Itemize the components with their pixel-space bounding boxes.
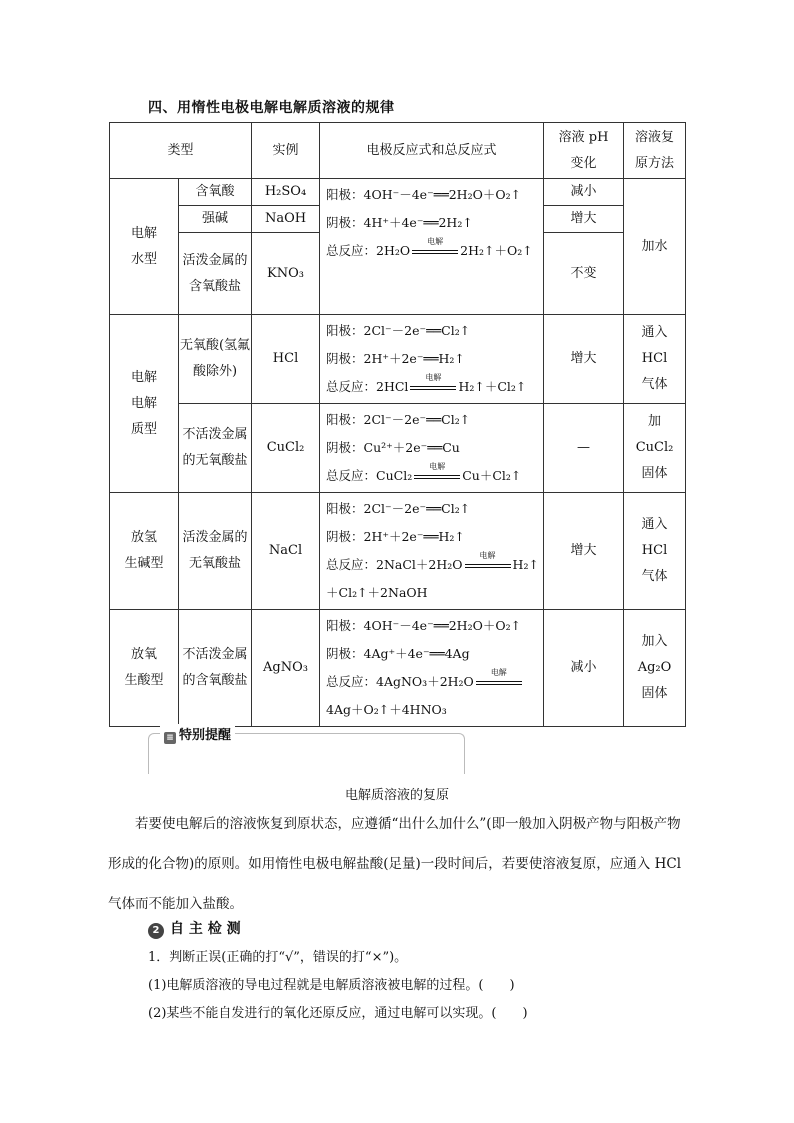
tip-icon: ≡: [164, 732, 176, 744]
cathode-eq: 阴极：4Ag⁺＋4e⁻══4Ag: [326, 646, 470, 661]
total-eq: 总反应：4AgNO₃＋2H₂O 电解: [326, 668, 537, 696]
restore-cucl2-solid: 加 CuCl₂ 固体: [624, 404, 686, 493]
section-heading: 四、用惰性电极电解电解质溶液的规律: [148, 100, 395, 116]
equations-water: [320, 179, 544, 315]
ph-decrease: 减小: [544, 610, 624, 727]
electrolysis-arrow: 电解: [412, 245, 458, 259]
subtype-active-anoxic-salt: 活泼金属的无氧酸盐: [179, 493, 252, 610]
subtype-inactive-oxysalt: 不活泼金属的含氧酸盐: [179, 610, 252, 727]
total-eq: 总反应：CuCl₂ 电解 Cu＋Cl₂↑: [326, 461, 522, 483]
cathode-eq: 阴极：4H⁺＋4e⁻══2H₂↑: [326, 215, 473, 230]
anode-eq: 阳极：2Cl⁻－2e⁻══Cl₂↑: [326, 501, 471, 516]
electrolysis-rules-table: [109, 122, 686, 727]
anode-eq: 阳极：2Cl⁻－2e⁻══Cl₂↑: [326, 323, 471, 338]
equations-nacl: [320, 493, 544, 610]
total-eq-cont: ＋Cl₂↑＋2NaOH: [326, 585, 428, 600]
anode-eq: 阳极：2Cl⁻－2e⁻══Cl₂↑: [326, 412, 471, 427]
subtype-oxyacid: 含氧酸: [179, 179, 252, 206]
question-1a: (1)电解质溶液的导电过程就是电解质溶液被电解的过程。( ): [148, 978, 515, 993]
type-release-o2-acid: 放氧 生酸型: [110, 610, 179, 727]
anode-eq: 阳极：4OH⁻－4e⁻══2H₂O＋O₂↑: [326, 187, 522, 202]
type-electrolyze-solute: 电解 电解 质型: [110, 315, 179, 493]
equations-agno3: [320, 610, 544, 727]
example-agno3: AgNO₃: [252, 610, 320, 727]
header-type: 类型: [110, 123, 252, 179]
header-example: 实例: [252, 123, 320, 179]
example-hcl: HCl: [252, 315, 320, 404]
tip-title: 电解质溶液的复原: [344, 788, 449, 803]
ph-decrease: 减小: [544, 179, 624, 206]
header-equations: 电极反应式和总反应式: [320, 123, 544, 179]
restore-ag2o-solid: 加入 Ag₂O 固体: [624, 610, 686, 727]
type-release-h2-base: 放氢 生碱型: [110, 493, 179, 610]
total-eq: 总反应：2NaCl＋2H₂O 电解 H₂↑: [326, 550, 539, 572]
restore-add-water: 加水: [624, 179, 686, 315]
example-kno3: KNO₃: [252, 233, 320, 315]
example-nacl: NaCl: [252, 493, 320, 610]
ph-increase: 增大: [544, 206, 624, 233]
ph-increase: 增大: [544, 315, 624, 404]
question-1: 1．判断正误(正确的打“√”，错误的打“×”)。: [148, 950, 408, 965]
self-check-heading: 2 自 主 检 测: [148, 918, 241, 939]
subtype-anoxic-acid: 无氧酸(氢氟酸除外): [179, 315, 252, 404]
electrolysis-arrow: 电解: [476, 676, 522, 690]
ph-none: —: [544, 404, 624, 493]
electrolysis-arrow: 电解: [465, 559, 511, 573]
tip-label: ≡ 特别提醒: [160, 724, 235, 744]
equations-hcl: [320, 315, 544, 404]
header-restore: 溶液复 原方法: [624, 123, 686, 179]
cathode-eq: 阴极：Cu²⁺＋2e⁻══Cu: [326, 440, 460, 455]
equations-cucl2: [320, 404, 544, 493]
subtype-strong-base: 强碱: [179, 206, 252, 233]
ph-increase: 增大: [544, 493, 624, 610]
tip-paragraph: 若要使电解后的溶液恢复到原状态，应遵循“出什么加什么”(即一般加入阴极产物与阳极产物形成的化合物)的原则。如用惰性电极电解盐酸(足量)一段时间后，若要使溶液复原，应通入 HCl 气体而不能加入盐酸。: [108, 816, 682, 912]
header-ph: 溶液 pH 变化: [544, 123, 624, 179]
anode-eq: 阳极：4OH⁻－4e⁻══2H₂O＋O₂↑: [326, 618, 522, 633]
total-eq: 总反应：2H₂O 电解 2H₂↑＋O₂↑: [326, 236, 533, 258]
electrolysis-arrow: 电解: [410, 381, 456, 395]
subtype-inactive-anoxic-salt: 不活泼金属的无氧酸盐: [179, 404, 252, 493]
example-h2so4: H₂SO₄: [252, 179, 320, 206]
ph-unchanged: 不变: [544, 233, 624, 315]
cathode-eq: 阴极：2H⁺＋2e⁻══H₂↑: [326, 529, 465, 544]
total-eq: 总反应：2HCl 电解 H₂↑＋Cl₂↑: [326, 372, 527, 394]
example-cucl2: CuCl₂: [252, 404, 320, 493]
question-1b: (2)某些不能自发进行的氧化还原反应，通过电解可以实现。( ): [148, 1006, 528, 1021]
total-eq-cont: 4Ag＋O₂↑＋4HNO₃: [326, 702, 447, 717]
subtype-active-oxysalt: 活泼金属的含氧酸盐: [179, 233, 252, 315]
section-number-icon: 2: [148, 923, 164, 939]
type-electrolyze-water: 电解 水型: [110, 179, 179, 315]
cathode-eq: 阴极：2H⁺＋2e⁻══H₂↑: [326, 351, 465, 366]
electrolysis-arrow: 电解: [414, 470, 460, 484]
restore-hcl-gas: 通入 HCl 气体: [624, 493, 686, 610]
example-naoh: NaOH: [252, 206, 320, 233]
restore-hcl-gas: 通入 HCl 气体: [624, 315, 686, 404]
